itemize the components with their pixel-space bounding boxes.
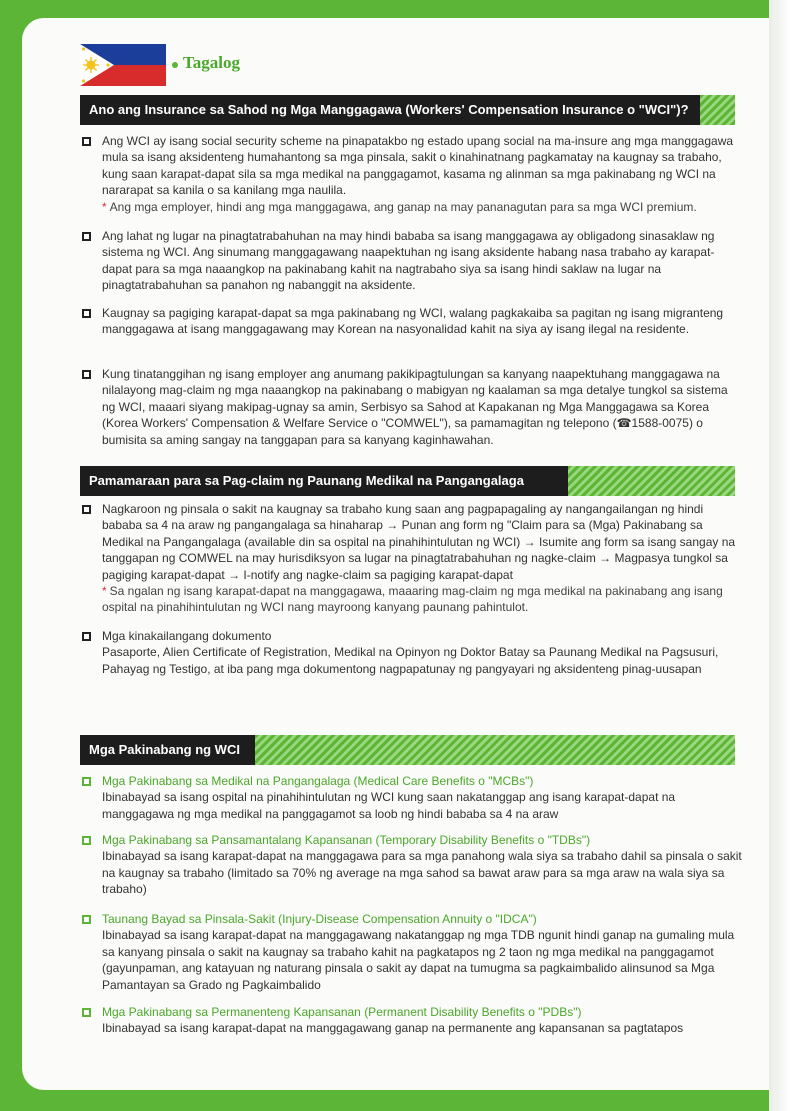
item-heading: Mga Pakinabang sa Permanenteng Kapansanan (Permanent Disability Benefits o "PDBs"): [102, 1005, 582, 1019]
item-text-part: ) o bumisita sa aming sangay na tanggapan para sa kanyang kaginhawahan.: [102, 416, 703, 447]
list-item: [82, 911, 742, 993]
phone-number: 1588-0075: [631, 416, 689, 431]
header-stripe: [255, 735, 735, 765]
section-header-wci: [80, 95, 735, 125]
item-heading: Mga kinakailangang dokumento: [102, 629, 272, 643]
header-stripe: [700, 95, 735, 125]
square-bullet-icon: [82, 1008, 91, 1017]
item-note: [102, 199, 742, 215]
section-title: Ano ang Insurance sa Sahod ng Mga Manggagawa (Workers' Compensation Insurance o "WCI")?: [89, 102, 689, 117]
square-bullet-icon: [82, 505, 91, 514]
item-text: Ibinabayad sa isang karapat-dapat na manggagawang ganap na permanente ang kapansanan sa pagtatapos: [102, 1021, 684, 1036]
square-bullet-icon: [82, 632, 91, 641]
item-text: Kaugnay sa pagiging karapat-dapat sa mga pakinabang ng WCI, walang pagkakaiba sa pagitan ng isang migranteng manggagawa at isang manggagawang may Korean na nasyonalidad kahit na siya ay isang ilegal na residente.: [102, 306, 724, 337]
item-text-part: Kung tinatanggihan ng isang employer ang anumang pakikipagtulungan sa kanyang naapektuhang manggagawa na nilalayong mag-claim ng mga naaangkop na pakinabang o mabigyan ng kaalaman sa mga detalye tungkol sa sistema ng WCI, maaari siyang makipag-ugnay sa amin, Serbisyo sa Sahod at Kapakanan ng Mga Manggagawa sa Korea (Korea Workers' Compensation & Welfare Service o "COMWEL"), sa pamamagitan ng telepono (: [102, 367, 728, 431]
list-item: [82, 366, 742, 448]
item-text: Ang WCI ay isang social security scheme na pinapatakbo ng estado upang social na ma-insure ang mga manggagawa mula sa isang aksidenteng humahantong sa mga pinsala, sakit o kinahinatnang pagkamatay na kaugnay sa trabaho, kung saan karapat-dapat sila sa mga medikal na panggagamot, kasama ng alinman sa mga pakinabang ng WCI na nararapat sa kanila o sa kanilang mga naulila.: [102, 134, 734, 198]
item-text: Nagkaroon ng pinsala o sakit na kaugnay sa trabaho kung saan ang pagpapagaling ay nangangailangan ng hindi bababa sa 4 na araw ng pangangalaga sa hinaharap → Punan ang form ng "Claim para sa (Mga) Pakinabang sa Medikal na Pangangalaga (available din sa ospital na pinahihintulutan ng WCI) → Isumite ang form sa isang sangay na tanggapan ng COMWEL na may hurisdiksyon sa lugar na pinagtatrabahuhan ng nagke-claim → Magpasya tungkol sa pagiging karapat-dapat → I-notify ang nagke-claim sa pagiging karapat-dapat: [102, 502, 736, 582]
list-item: [82, 832, 742, 898]
philippine-flag-icon: [80, 44, 166, 86]
item-text: Ibinabayad sa isang ospital na pinahihintulutan ng WCI kung saan nakatanggap ang isang karapat-dapat na manggagawa ng mga medikal na panggagamot sa loob ng hindi bababa sa 4 na araw: [102, 790, 676, 821]
language-label: Tagalog: [183, 53, 241, 72]
list-item: [82, 501, 742, 616]
square-bullet-icon: [82, 137, 91, 146]
list-item: [82, 1004, 742, 1037]
note-text: Ang mga employer, hindi ang mga manggagawa, ang ganap na may pananagutan para sa mga WCI premium.: [109, 199, 697, 214]
item-text: [102, 366, 742, 448]
asterisk-icon: *: [102, 199, 107, 214]
phone-icon: ☎: [616, 416, 632, 431]
note-text: Sa ngalan ng isang karapat-dapat na manggagawa, maaaring mag-claim ng mga medikal na pakinabang ang isang ospital na pinahihintulutan ng WCI nang mayroong kanyang paunang pahintulot.: [102, 584, 723, 615]
item-text: Ibinabayad sa isang karapat-dapat na manggagawang nakatanggap ng mga TDB ngunit hindi ganap na gumaling mula sa kanyang pinsala o sakit na kaugnay sa trabaho kahit na pagkatapos ng 2 taon ng mga medikal na panggagamot (gayunpaman, ang katayuan ng naturang pinsala o sakit ay dapat na tumugma sa pagkaimbalido alinsunod sa Mga Pamantayan sa Grado ng Pagkaimbalido: [102, 928, 735, 992]
item-heading: Mga Pakinabang sa Pansamantalang Kapansanan (Temporary Disability Benefits o "TDBs"): [102, 833, 591, 847]
section-title: Mga Pakinabang ng WCI: [89, 742, 240, 757]
item-heading: Mga Pakinabang sa Medikal na Pangangalaga (Medical Care Benefits o "MCBs"): [102, 774, 534, 788]
square-bullet-icon: [82, 232, 91, 241]
item-note: [102, 583, 742, 616]
item-text: Ibinabayad sa isang karapat-dapat na manggagawa para sa mga panahong wala siya sa trabaho dahil sa pinsala o sakit na kaugnay sa trabaho (limitado sa 70% ng average na mga sahod sa bawat araw para sa mga araw na wala siya sa trabaho): [102, 849, 742, 897]
list-item: [82, 773, 742, 822]
page-edge: [769, 0, 791, 1111]
list-item: [82, 228, 742, 294]
square-bullet-icon: [82, 309, 91, 318]
language-bullet-icon: [172, 62, 178, 68]
header-stripe: [568, 466, 735, 496]
square-bullet-icon: [82, 915, 91, 924]
item-text: Ang lahat ng lugar na pinagtatrabahuhan na may hindi bababa sa isang manggagawa ay obligadong sinasaklaw ng sistema ng WCI. Ang sinumang manggagawang naapektuhan ng isang aksidente habang nasa trabaho ay karapat-dapat para sa mga naaangkop na pakinabang kahit na nagtrabaho siya sa isang hindi saklaw na lugar na pinagtatrabahuhan sa panahon ng nabanggit na aksidente.: [102, 229, 715, 293]
list-item: [82, 133, 742, 215]
square-bullet-icon: [82, 370, 91, 379]
list-item: [82, 628, 742, 677]
square-bullet-icon: [82, 777, 91, 786]
section-title: Pamamaraan para sa Pag-claim ng Paunang Medikal na Pangangalaga: [89, 473, 524, 488]
square-bullet-icon: [82, 836, 91, 845]
item-text: Pasaporte, Alien Certificate of Registration, Medikal na Opinyon ng Doktor Batay sa Paunang Medikal na Pagsusuri, Pahayag ng Testigo, at iba pang mga dokumentong nagpapatunay ng pangyayari ng aksidenteng pinag-uusapan: [102, 645, 719, 676]
section-header-benefits: [80, 735, 735, 765]
list-item: [82, 305, 742, 338]
item-heading: Taunang Bayad sa Pinsala-Sakit (Injury-Disease Compensation Annuity o "IDCA"): [102, 912, 537, 926]
asterisk-icon: *: [102, 584, 107, 599]
section-header-claim: [80, 466, 735, 496]
